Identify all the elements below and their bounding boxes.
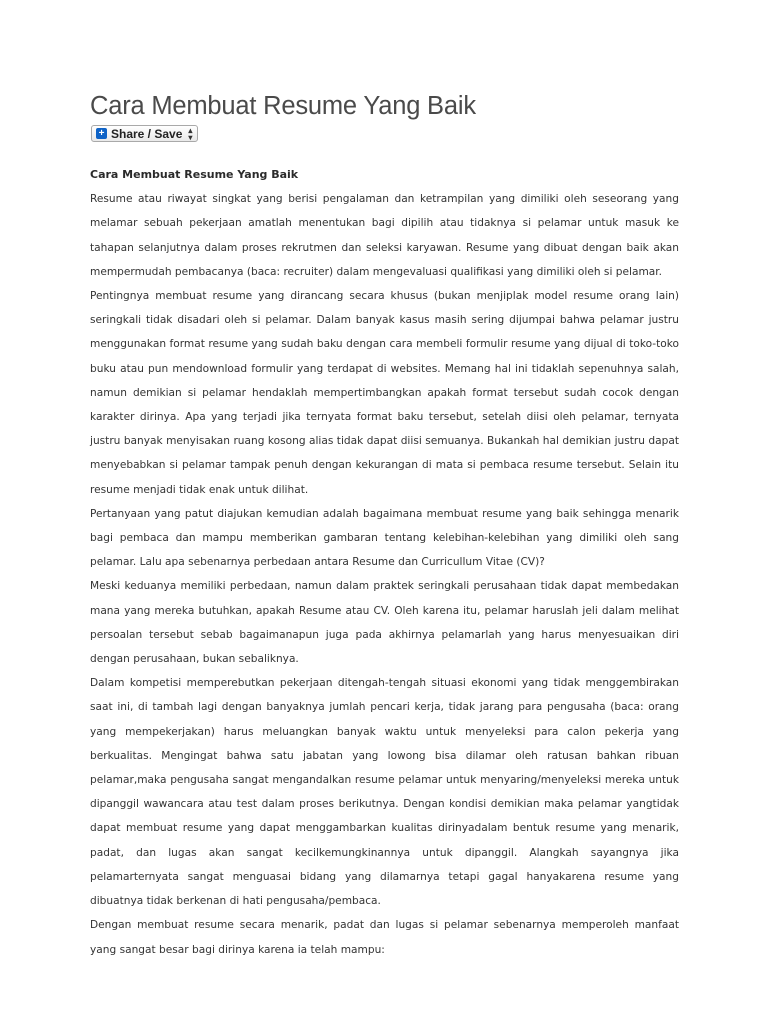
page-title: Cara Membuat Resume Yang Baik bbox=[90, 92, 476, 120]
up-down-arrows-icon: ▴ ▾ bbox=[188, 125, 193, 142]
article-paragraph: Resume atau riwayat singkat yang berisi pengalaman dan ketrampilan yang dimiliki oleh seseorang yang melamar sebuah pekerjaan amatlah menentukan bagi dipilih atau tidaknya si pelamar untuk masuk ke tahapan selanjutnya dalam proses rekrutmen dan seleksi karyawan. Resume yang dibuat dengan baik akan mempermudah pembacanya (baca: recruiter) dalam mengevaluasi qualifikasi yang dimiliki oleh si pelamar. bbox=[90, 193, 679, 278]
plus-icon: + bbox=[96, 128, 107, 139]
document-page bbox=[90, 89, 679, 962]
article-paragraph: Pertanyaan yang patut diajukan kemudian adalah bagaimana membuat resume yang baik sehingga menarik bagi pembaca dan mampu memberikan gambaran tentang kelebihan-kelebihan yang dimiliki oleh sang pelamar. Lalu apa sebenarnya perbedaan antara Resume dan Curricullum Vitae (CV)? bbox=[90, 507, 679, 569]
article-body bbox=[90, 163, 679, 962]
share-save-label: Share / Save bbox=[111, 126, 183, 141]
article-paragraph: Dengan membuat resume secara menarik, padat dan lugas si pelamar sebenarnya memperoleh manfaat yang sangat besar bagi dirinya karena ia telah mampu: bbox=[90, 919, 679, 956]
article-paragraph: Dalam kompetisi memperebutkan pekerjaan ditengah-tengah situasi ekonomi yang tidak menggembirakan saat ini, di tambah lagi dengan banyaknya jumlah pencari kerja, tidak jarang para pengusaha (baca: orang yang mempekerjakan) harus meluangkan banyak waktu untuk menyeleksi para calon pekerja yang berkualitas. Mengingat bahwa satu jabatan yang lowong bisa dilamar oleh ratusan bahkan ribuan pelamar,maka pengusaha sangat mengandalkan resume pelamar untuk menyaring/menyeleksi mereka untuk dipanggil wawancara atau test dalam proses berikutnya. Dengan kondisi demikian maka pelamar yangtidak dapat membuat resume yang dapat menggambarkan kualitas dirinyadalam bentuk resume yang menarik, padat, dan lugas akan sangat kecilkemungkinannya untuk dipanggil. Alangkah sayangnya jika pelamarternyata sangat menguasai bidang yang dilamarnya tetapi gagal hanyakarena resume yang dibuatnya tidak berkenan di hati pengusaha/pembaca. bbox=[90, 677, 679, 908]
article-heading: Cara Membuat Resume Yang Baik bbox=[90, 168, 299, 181]
share-save-button[interactable] bbox=[91, 125, 198, 142]
article-paragraph: Pentingnya membuat resume yang dirancang secara khusus (bukan menjiplak model resume orang lain) seringkali tidak disadari oleh si pelamar. Dalam banyak kasus masih sering dijumpai bahwa pelamar justru menggunakan format resume yang sudah baku dengan cara membeli formulir resume yang dijual di toko-toko buku atau pun mendownload formulir yang terdapat di websites. Memang hal ini tidaklah sepenuhnya salah, namun demikian si pelamar hendaklah mempertimbangkan apakah format tersebut sudah cocok dengan karakter dirinya. Apa yang terjadi jika ternyata format baku tersebut, setelah diisi oleh pelamar, ternyata justru banyak menyisakan ruang kosong alias tidak dapat diisi semuanya. Bukankah hal demikian justru dapat menyebabkan si pelamar tampak penuh dengan kekurangan di mata si pembaca resume tersebut. Selain itu resume menjadi tidak enak untuk dilihat. bbox=[90, 290, 679, 496]
article-paragraph: Meski keduanya memiliki perbedaan, namun dalam praktek seringkali perusahaan tidak dapat membedakan mana yang mereka butuhkan, apakah Resume atau CV. Oleh karena itu, pelamar haruslah jeli dalam melihat persoalan tersebut sebab bagaimanapun juga pada akhirnya pelamarlah yang harus menyesuaikan diri dengan perusahaan, bukan sebaliknya. bbox=[90, 580, 679, 666]
